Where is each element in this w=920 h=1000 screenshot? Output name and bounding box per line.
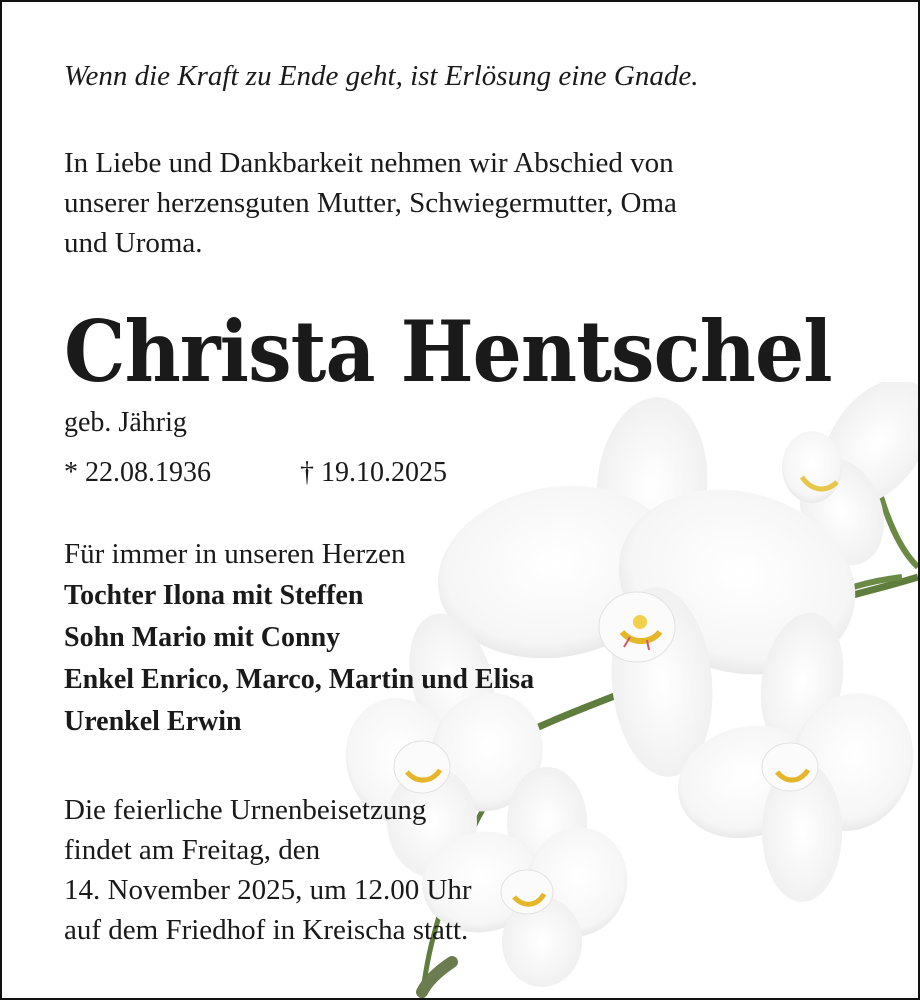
burial-line: findet am Freitag, den <box>64 834 321 866</box>
intro-line: unserer herzensguten Mutter, Schwiegermutter, Oma <box>64 187 677 219</box>
deceased-name: Christa Hentschel <box>64 302 832 401</box>
birth-date: * 22.08.1936 <box>64 457 211 488</box>
burial-info <box>64 790 472 950</box>
burial-line: Die feierliche Urnenbeisetzung <box>64 794 427 826</box>
family-member-line: Enkel Enrico, Marco, Martin und Elisa <box>64 664 535 695</box>
family-member-line: Tochter Ilona mit Steffen <box>64 580 364 611</box>
burial-line: auf dem Friedhof in Kreischa statt. <box>64 914 469 946</box>
death-date: † 19.10.2025 <box>300 457 447 488</box>
life-dates <box>64 457 447 489</box>
family-member-line: Urenkel Erwin <box>64 706 242 737</box>
motto-quote: Wenn die Kraft zu Ende geht, ist Erlösung eine Gnade. <box>64 60 699 92</box>
burial-line: 14. November 2025, um 12.00 Uhr <box>64 874 472 906</box>
intro-line: In Liebe und Dankbarkeit nehmen wir Abschied von <box>64 147 674 179</box>
closing-line: Für immer in unseren Herzen <box>64 538 406 570</box>
intro-text <box>64 143 677 263</box>
intro-line: und Uroma. <box>64 227 203 259</box>
family-member-line: Sohn Mario mit Conny <box>64 622 341 653</box>
maiden-name: geb. Jährig <box>64 407 187 438</box>
